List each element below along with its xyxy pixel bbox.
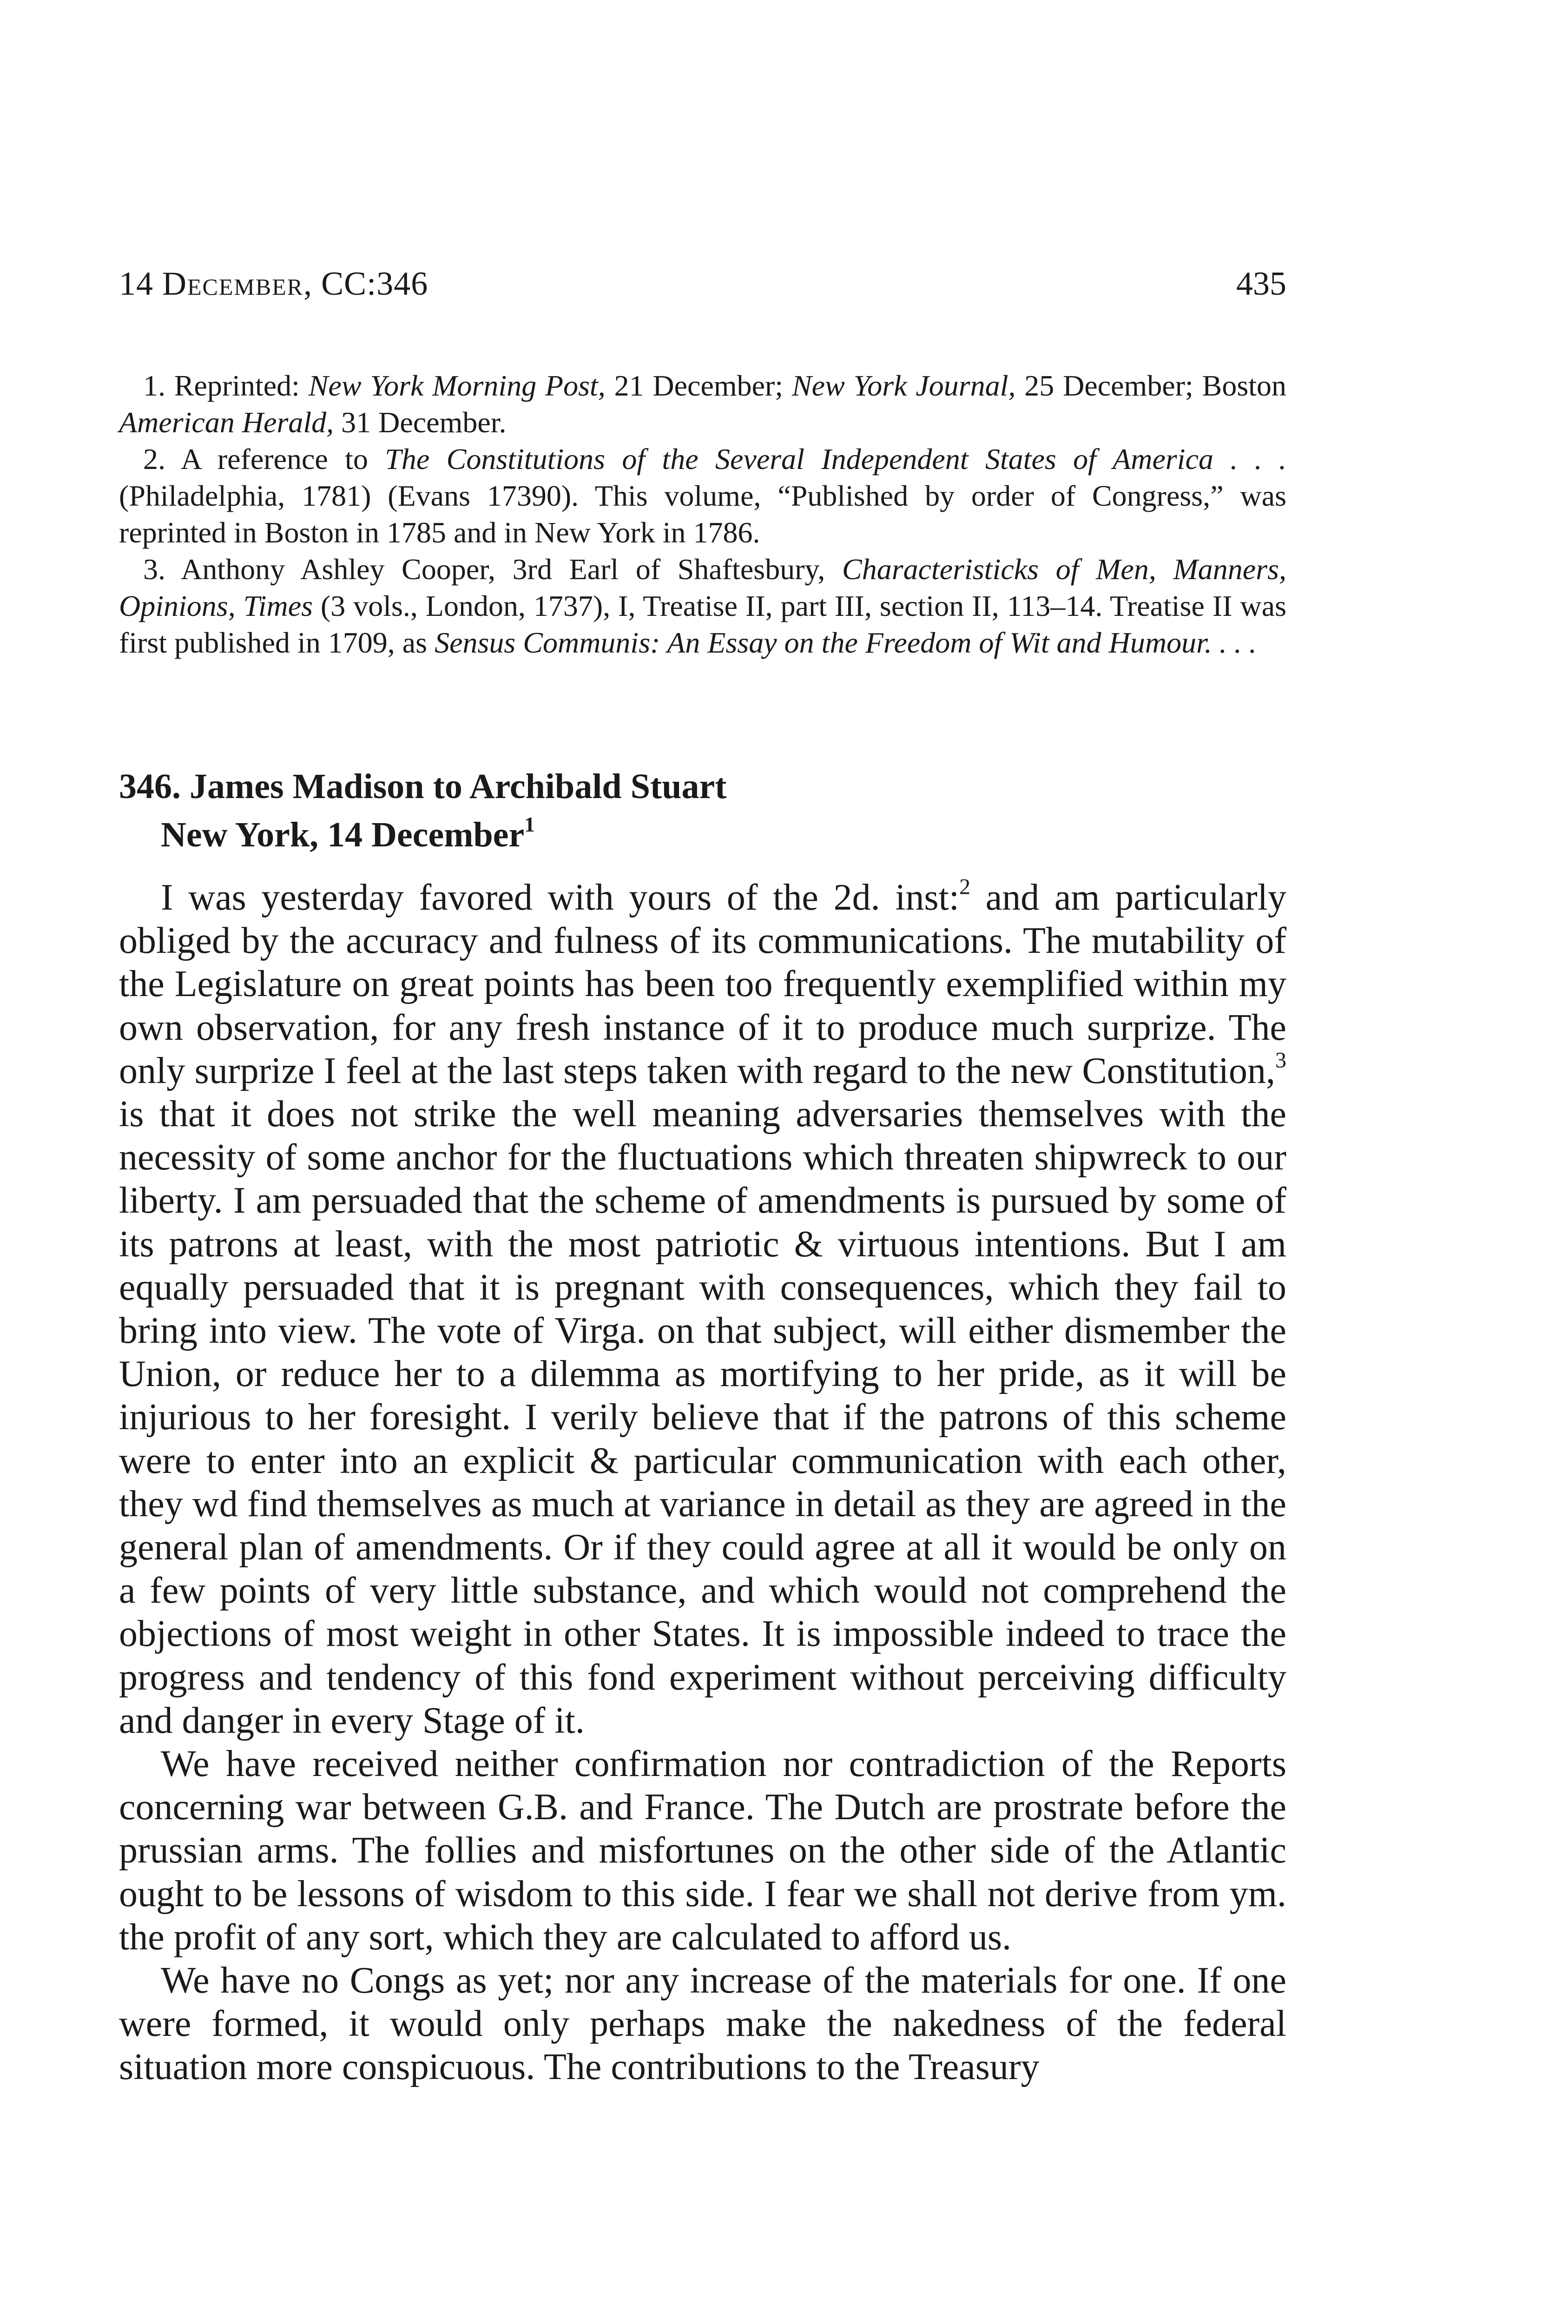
running-head-date: 14 December, CC:346 [119, 265, 428, 302]
letter-body [119, 876, 1286, 2089]
letter-paragraph-3: We have no Congs as yet; nor any increase of the materials for one. If one were formed, it would only perhaps make the nakedness of the federal situation more conspicuous. The contributions to the Treasury [119, 1960, 1286, 2088]
page-number: 435 [1236, 265, 1286, 302]
running-head [119, 263, 1286, 304]
footnote-ref-2: 2 [959, 874, 971, 899]
letter-paragraph-2: We have received neither confirmation nor contradiction of the Reports concerning war between G.B. and France. The Dutch are prostrate before the prussian arms. The follies and misfortunes on the other side of the Atlantic ought to be lessons of wisdom to this side. I fear we shall not derive from ym. the profit of any sort, which they are calculated to afford us. [119, 1743, 1286, 1958]
document-title: 346. James Madison to Archibald Stuart [119, 767, 727, 806]
footnote-3: 3. Anthony Ashley Cooper, 3rd Earl of Shaftesbury, Characteristicks of Men, Manners, Opinions, Times (3 vols., London, 1737), I, Treatise II, part III, section II, 113–14. Treatise II was first published in 1709, as Sensus Communis: An Essay on the Freedom of Wit and Humour. . . . [119, 553, 1287, 659]
letter-paragraph-1: I was yesterday favored with yours of the 2d. inst:$^2$ and am particularly obliged by the accuracy and fulness of its communications. The mutability of the Legislature on great points has been too frequently exemplified within my own observation, for any fresh instance of it to produce much surprize. The only surprize I feel at the last steps taken with regard to the new Constitution,$^3$ is that it does not strike the well meaning adversaries themselves with the necessity of some anchor for the fluctuations which threaten shipwreck to our liberty. I am persuaded that the scheme of amendments is pursued by some of its patrons at least, with the most patriotic & virtuous intentions. But I am equally persuaded that it is pregnant with consequences, which they fail to bring into view. The vote of Virga. on that subject, will either dismember the Union, or reduce her to a dilemma as mortifying to her pride, as it will be injurious to her foresight. I verily believe that if the patrons of this scheme were to enter into an explicit & particular communication with each other, they wd find themselves as much at variance in detail as they are agreed in the general plan of amendments. Or if they could agree at all it would be only on a few points of very little substance, and which would not comprehend the objections of most weight in other States. It is impossible indeed to trace the progress and tendency of this fond experiment without perceiving difficulty and danger in every Stage of it. [119, 874, 1287, 1741]
footnote-1: 1. Reprinted: New York Morning Post, 21 December; New York Journal, 25 December; Boston American Herald, 31 December. [119, 369, 1287, 439]
document-place-date: New York, 14 December$^1$ [161, 812, 535, 854]
footnote-2: 2. A reference to The Constitutions of the Several Independent States of America . . . (Philadelphia, 1781) (Evans 17390). This volume, “Published by order of Congress,” was reprinted in Boston in 1785 and in New York in 1786. [119, 442, 1287, 549]
footnote-ref-3: 3 [1275, 1048, 1286, 1073]
document-heading [119, 762, 1286, 859]
footnotes [119, 367, 1286, 661]
heading-footnote-ref: 1 [524, 812, 535, 837]
